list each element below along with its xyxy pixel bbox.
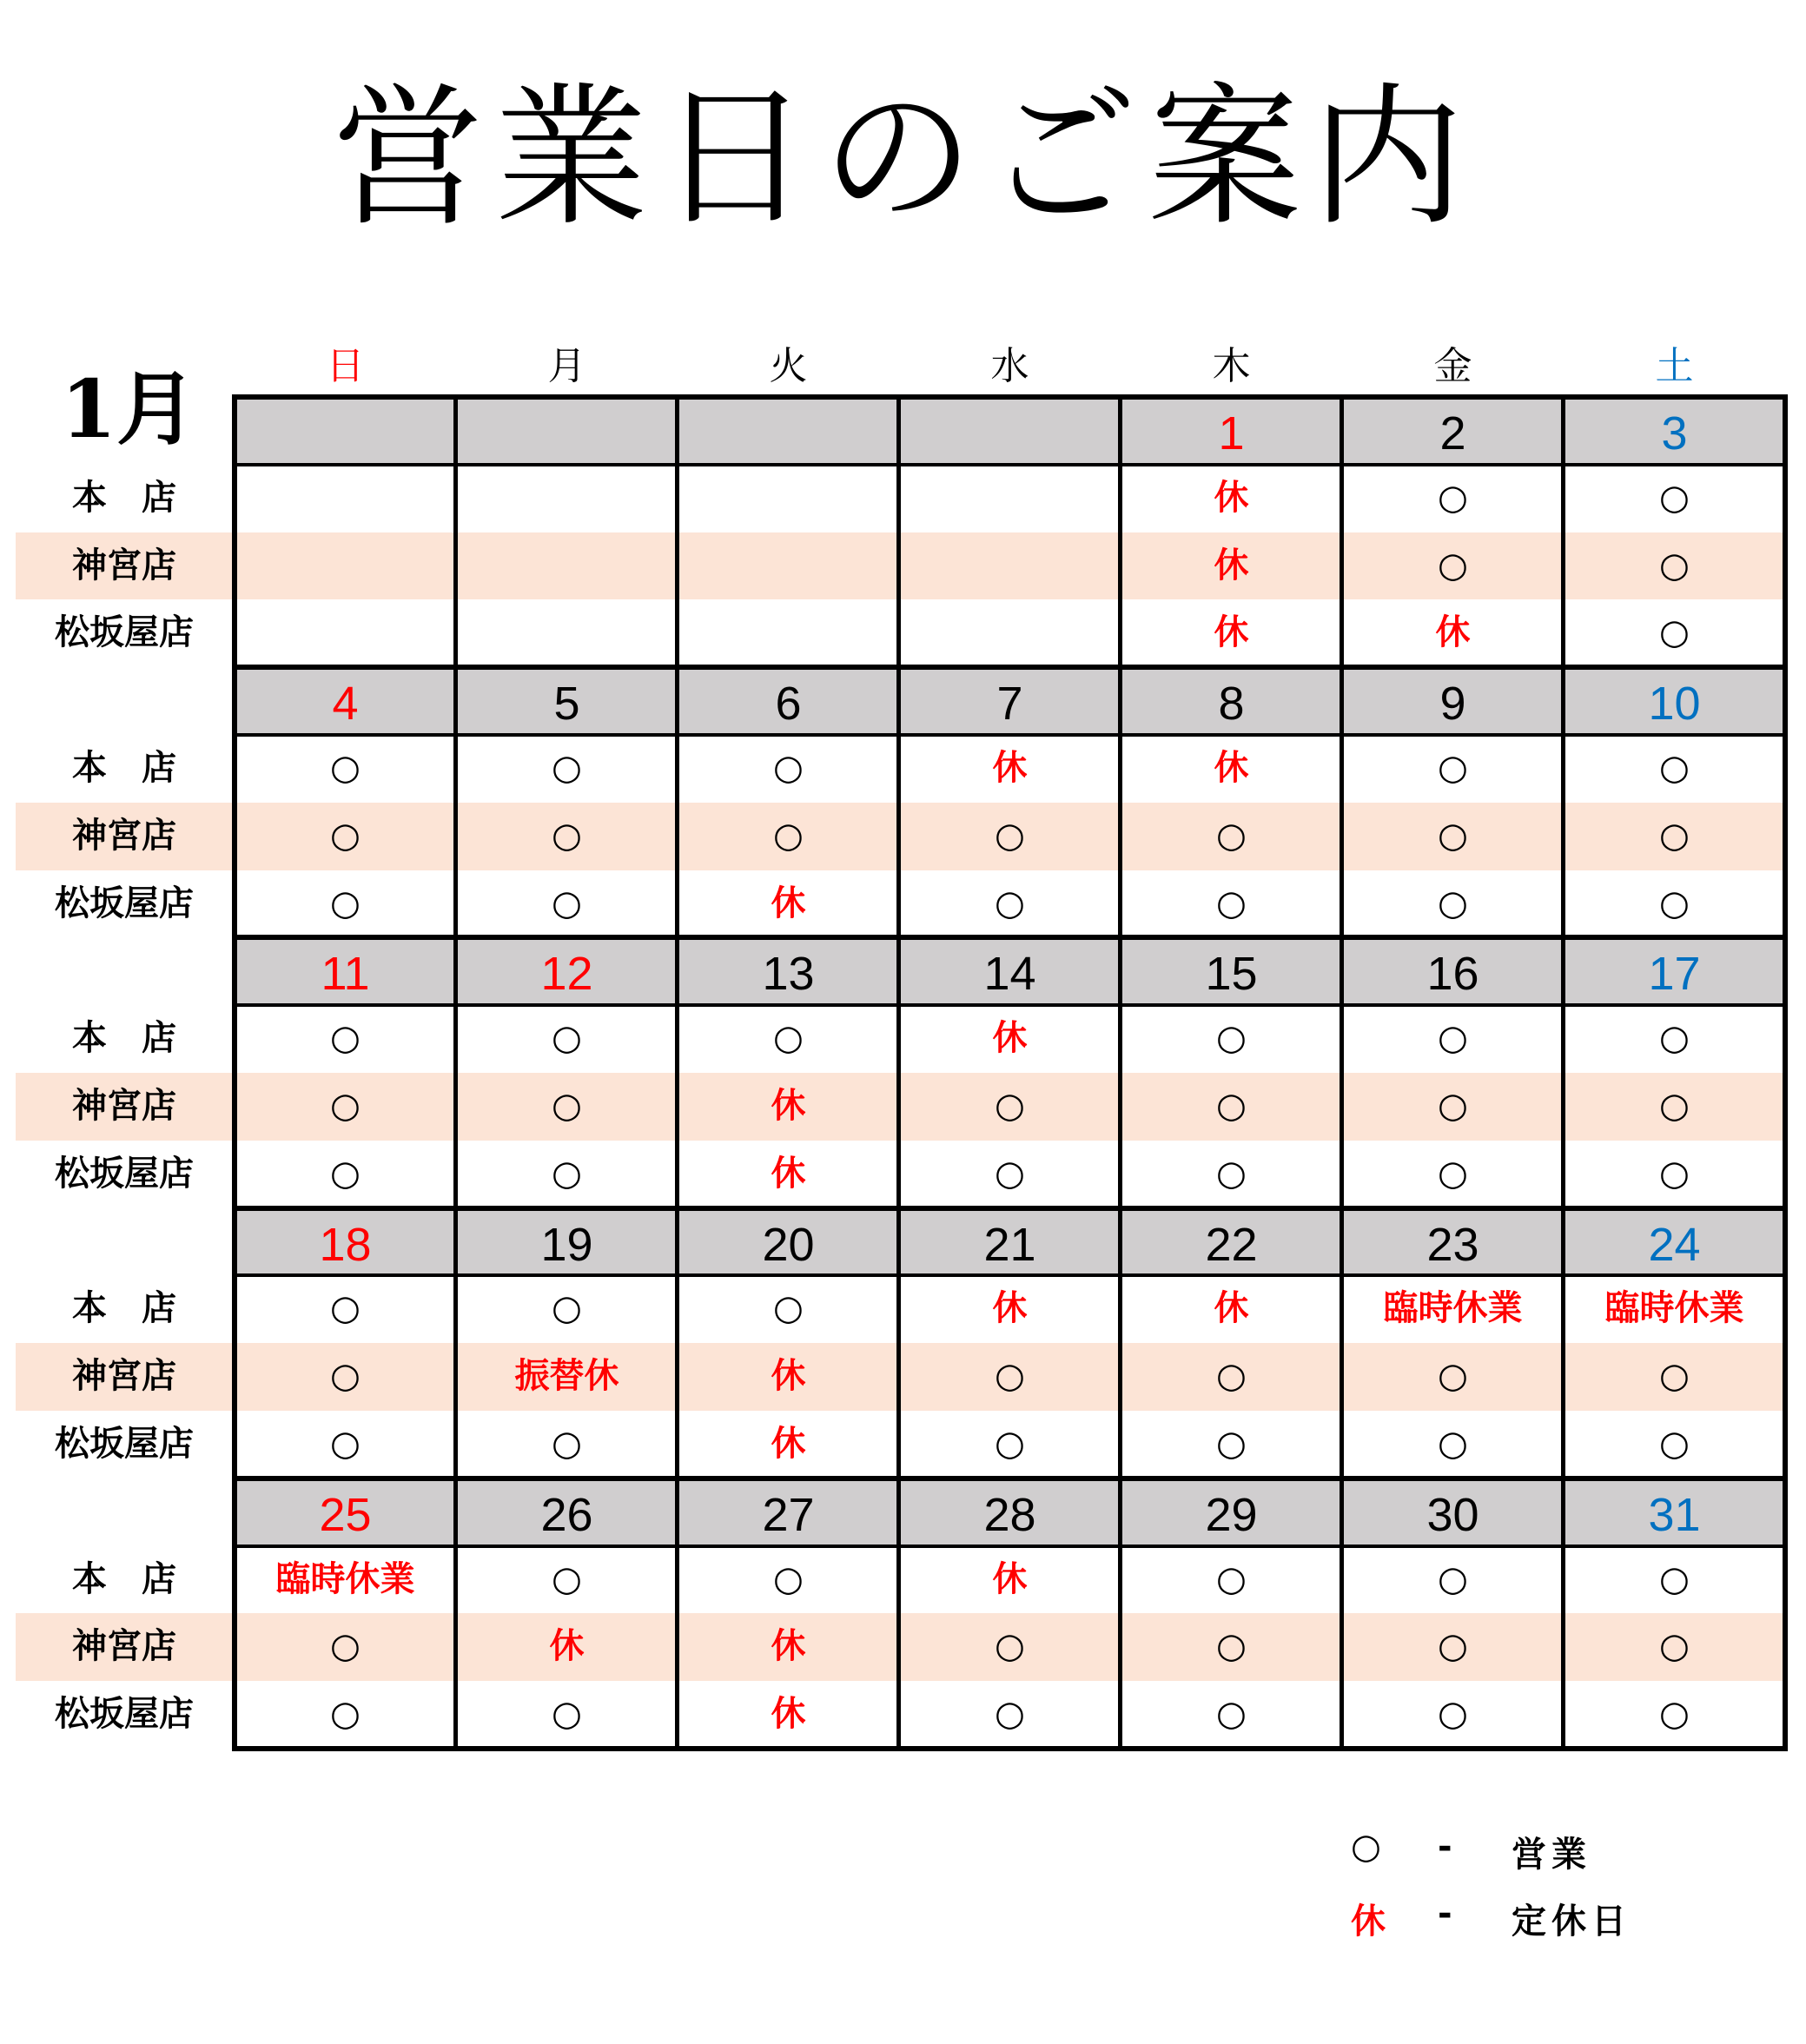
status-cell: ○	[1216, 1424, 1247, 1464]
status-cell	[456, 532, 678, 600]
status-cell: 休	[771, 1626, 806, 1667]
status-cell	[899, 465, 1121, 532]
status-cell: ○	[1438, 883, 1468, 923]
date-cell: 5	[553, 678, 580, 731]
status-cell: ○	[330, 883, 361, 923]
date-cell: 30	[1426, 1488, 1479, 1541]
date-cell: 29	[1205, 1488, 1258, 1541]
date-cell: 19	[540, 1218, 593, 1271]
date-cell	[678, 400, 899, 468]
table-border-bottom	[232, 1746, 1788, 1751]
status-cell: 臨時休業	[1383, 1288, 1523, 1329]
status-cell: ○	[1659, 1018, 1690, 1059]
date-cell: 9	[1439, 678, 1466, 731]
status-cell: ○	[1216, 1153, 1247, 1194]
weekday-header: 火	[769, 344, 808, 388]
status-cell: ○	[1438, 545, 1468, 585]
status-cell	[456, 599, 678, 667]
status-cell: ○	[552, 815, 582, 856]
status-cell: ○	[552, 1424, 582, 1464]
status-cell: ○	[552, 1086, 582, 1126]
column-divider	[675, 394, 679, 1751]
status-cell: ○	[1659, 545, 1690, 585]
status-cell: 休	[992, 748, 1028, 788]
date-cell: 17	[1648, 948, 1701, 1001]
status-cell: ○	[1438, 1424, 1468, 1464]
status-cell	[456, 465, 678, 532]
weekday-header: 木	[1212, 344, 1251, 388]
status-cell: ○	[1659, 815, 1690, 856]
date-cell	[899, 400, 1121, 468]
store-label: 松坂屋店	[55, 883, 194, 923]
status-cell: ○	[1438, 815, 1468, 856]
weekday-header: 土	[1655, 344, 1694, 388]
status-cell: ○	[1216, 1694, 1247, 1735]
status-cell: 休	[771, 1356, 806, 1397]
status-cell: ○	[330, 1424, 361, 1464]
date-cell: 16	[1426, 948, 1479, 1001]
date-cell: 28	[983, 1488, 1036, 1541]
status-cell: ○	[1438, 1558, 1468, 1599]
date-cell: 21	[983, 1218, 1036, 1271]
column-divider	[1783, 394, 1788, 1751]
status-cell: 臨時休業	[275, 1558, 415, 1599]
date-cell: 25	[319, 1488, 372, 1541]
status-cell: ○	[552, 748, 582, 788]
status-cell: ○	[773, 1288, 804, 1329]
date-cell: 2	[1439, 407, 1466, 460]
status-cell: ○	[1438, 1018, 1468, 1059]
date-cell	[235, 400, 456, 468]
divider	[235, 1273, 1785, 1277]
status-cell: ○	[1216, 1086, 1247, 1126]
status-cell: 臨時休業	[1604, 1288, 1744, 1329]
status-cell: ○	[1438, 1356, 1468, 1397]
divider	[235, 1003, 1785, 1007]
status-cell: 休	[1214, 612, 1249, 653]
store-label: 神宮店	[72, 1626, 176, 1667]
date-cell: 8	[1218, 678, 1245, 731]
date-cell: 1	[1218, 407, 1245, 460]
week-divider	[232, 935, 1788, 940]
status-cell	[899, 599, 1121, 667]
status-cell: 休	[1214, 545, 1249, 585]
status-cell: ○	[995, 1153, 1025, 1194]
status-cell: ○	[1216, 1018, 1247, 1059]
status-cell	[235, 599, 456, 667]
status-cell: ○	[1216, 1558, 1247, 1599]
status-cell: 休	[771, 1086, 806, 1126]
status-cell: ○	[552, 883, 582, 923]
store-label: 本 店	[72, 1558, 176, 1599]
status-cell: ○	[1659, 612, 1690, 653]
status-cell: ○	[330, 1153, 361, 1194]
status-cell: ○	[1659, 1558, 1690, 1599]
month-label: 1月	[61, 362, 197, 456]
date-cell: 27	[762, 1488, 815, 1541]
store-label: 本 店	[72, 477, 176, 518]
status-cell: 休	[992, 1558, 1028, 1599]
status-cell: ○	[330, 1086, 361, 1126]
week-divider	[232, 1206, 1788, 1211]
legend-symbol: ○	[1351, 1827, 1381, 1867]
status-cell: ○	[330, 815, 361, 856]
date-cell	[456, 400, 678, 468]
legend-text: 営業	[1512, 1835, 1591, 1875]
date-cell: 23	[1426, 1218, 1479, 1271]
status-cell: ○	[1659, 1424, 1690, 1464]
date-cell: 31	[1648, 1488, 1701, 1541]
status-cell: ○	[552, 1153, 582, 1194]
status-cell: ○	[1659, 748, 1690, 788]
divider	[235, 1545, 1785, 1548]
status-cell: ○	[330, 1694, 361, 1735]
store-label: 神宮店	[72, 545, 176, 585]
status-cell: ○	[552, 1694, 582, 1735]
status-cell: 休	[1214, 748, 1249, 788]
status-cell: ○	[552, 1558, 582, 1599]
date-cell: 11	[321, 948, 370, 1001]
status-cell: ○	[773, 1558, 804, 1599]
status-cell: ○	[1438, 1694, 1468, 1735]
weekday-header: 月	[547, 344, 586, 388]
status-cell: 休	[1435, 612, 1471, 653]
status-cell: ○	[995, 815, 1025, 856]
status-cell: ○	[330, 1018, 361, 1059]
legend-dash: -	[1438, 1827, 1452, 1867]
status-cell	[235, 465, 456, 532]
status-cell: ○	[330, 1356, 361, 1397]
status-cell: 休	[549, 1626, 585, 1667]
date-cell: 7	[996, 678, 1023, 731]
divider	[235, 733, 1785, 737]
status-cell: ○	[1659, 1153, 1690, 1194]
status-cell: ○	[1216, 883, 1247, 923]
status-cell: 振替休	[514, 1356, 619, 1397]
store-label: 本 店	[72, 748, 176, 788]
status-cell: 休	[1214, 477, 1249, 518]
column-divider	[1561, 394, 1565, 1751]
status-cell: ○	[773, 815, 804, 856]
status-cell: 休	[992, 1018, 1028, 1059]
status-cell: ○	[995, 1424, 1025, 1464]
store-label: 松坂屋店	[55, 1694, 194, 1735]
status-cell: ○	[1659, 1086, 1690, 1126]
status-cell: 休	[771, 1424, 806, 1464]
date-cell: 14	[983, 948, 1036, 1001]
status-cell: ○	[1216, 1356, 1247, 1397]
column-divider	[232, 394, 237, 1751]
store-label: 松坂屋店	[55, 612, 194, 653]
status-cell	[235, 532, 456, 600]
status-cell: ○	[995, 1626, 1025, 1667]
status-cell: ○	[1216, 815, 1247, 856]
store-label: 神宮店	[72, 1086, 176, 1126]
status-cell: ○	[1659, 477, 1690, 518]
date-cell: 22	[1205, 1218, 1258, 1271]
status-cell: ○	[995, 1694, 1025, 1735]
date-cell: 15	[1205, 948, 1258, 1001]
status-cell: ○	[1659, 883, 1690, 923]
store-label: 本 店	[72, 1288, 176, 1329]
store-label: 松坂屋店	[55, 1424, 194, 1464]
status-cell: ○	[330, 748, 361, 788]
date-cell: 13	[762, 948, 815, 1001]
status-cell: 休	[771, 1694, 806, 1735]
status-cell: 休	[1214, 1288, 1249, 1329]
status-cell: ○	[1438, 1153, 1468, 1194]
weekday-header: 金	[1433, 344, 1472, 388]
date-cell: 4	[332, 678, 359, 731]
status-cell: ○	[330, 1626, 361, 1667]
date-cell: 20	[762, 1218, 815, 1271]
status-cell: ○	[1438, 477, 1468, 518]
date-cell: 24	[1648, 1218, 1701, 1271]
store-label: 神宮店	[72, 1356, 176, 1397]
date-cell: 26	[540, 1488, 593, 1541]
status-cell: 休	[992, 1288, 1028, 1329]
legend-text: 定休日	[1512, 1902, 1631, 1941]
date-cell: 6	[775, 678, 802, 731]
status-cell: ○	[1438, 748, 1468, 788]
column-divider	[453, 394, 458, 1751]
status-cell: ○	[1216, 1626, 1247, 1667]
status-cell: ○	[1659, 1626, 1690, 1667]
store-label: 本 店	[72, 1018, 176, 1059]
date-cell: 10	[1648, 678, 1701, 731]
legend-dash: -	[1438, 1894, 1452, 1934]
store-label: 松坂屋店	[55, 1153, 194, 1194]
status-cell: ○	[1438, 1086, 1468, 1126]
status-cell: 休	[771, 883, 806, 923]
week-divider	[232, 394, 1788, 400]
status-cell: ○	[995, 1356, 1025, 1397]
status-cell: ○	[1659, 1694, 1690, 1735]
week-divider	[232, 1476, 1788, 1481]
status-cell: ○	[995, 883, 1025, 923]
page-title: 営業日のご案内	[331, 69, 1475, 247]
weekday-header: 水	[990, 344, 1029, 388]
status-cell: ○	[1438, 1626, 1468, 1667]
column-divider	[1340, 394, 1344, 1751]
status-cell: ○	[773, 1018, 804, 1059]
date-cell: 12	[540, 948, 593, 1001]
status-cell	[678, 532, 899, 600]
date-cell: 3	[1661, 407, 1688, 460]
status-cell: ○	[773, 748, 804, 788]
legend-symbol: 休	[1351, 1902, 1386, 1941]
column-divider	[1118, 394, 1122, 1751]
status-cell: ○	[552, 1288, 582, 1329]
status-cell	[678, 465, 899, 532]
column-divider	[896, 394, 901, 1751]
status-cell: ○	[1659, 1356, 1690, 1397]
status-cell: ○	[995, 1086, 1025, 1126]
status-cell	[678, 599, 899, 667]
store-label: 神宮店	[72, 815, 176, 856]
week-divider	[232, 665, 1788, 670]
weekday-header: 日	[326, 344, 365, 388]
status-cell: ○	[552, 1018, 582, 1059]
status-cell: ○	[330, 1288, 361, 1329]
status-cell: 休	[771, 1153, 806, 1194]
divider	[235, 463, 1785, 466]
status-cell	[899, 532, 1121, 600]
date-cell: 18	[319, 1218, 372, 1271]
